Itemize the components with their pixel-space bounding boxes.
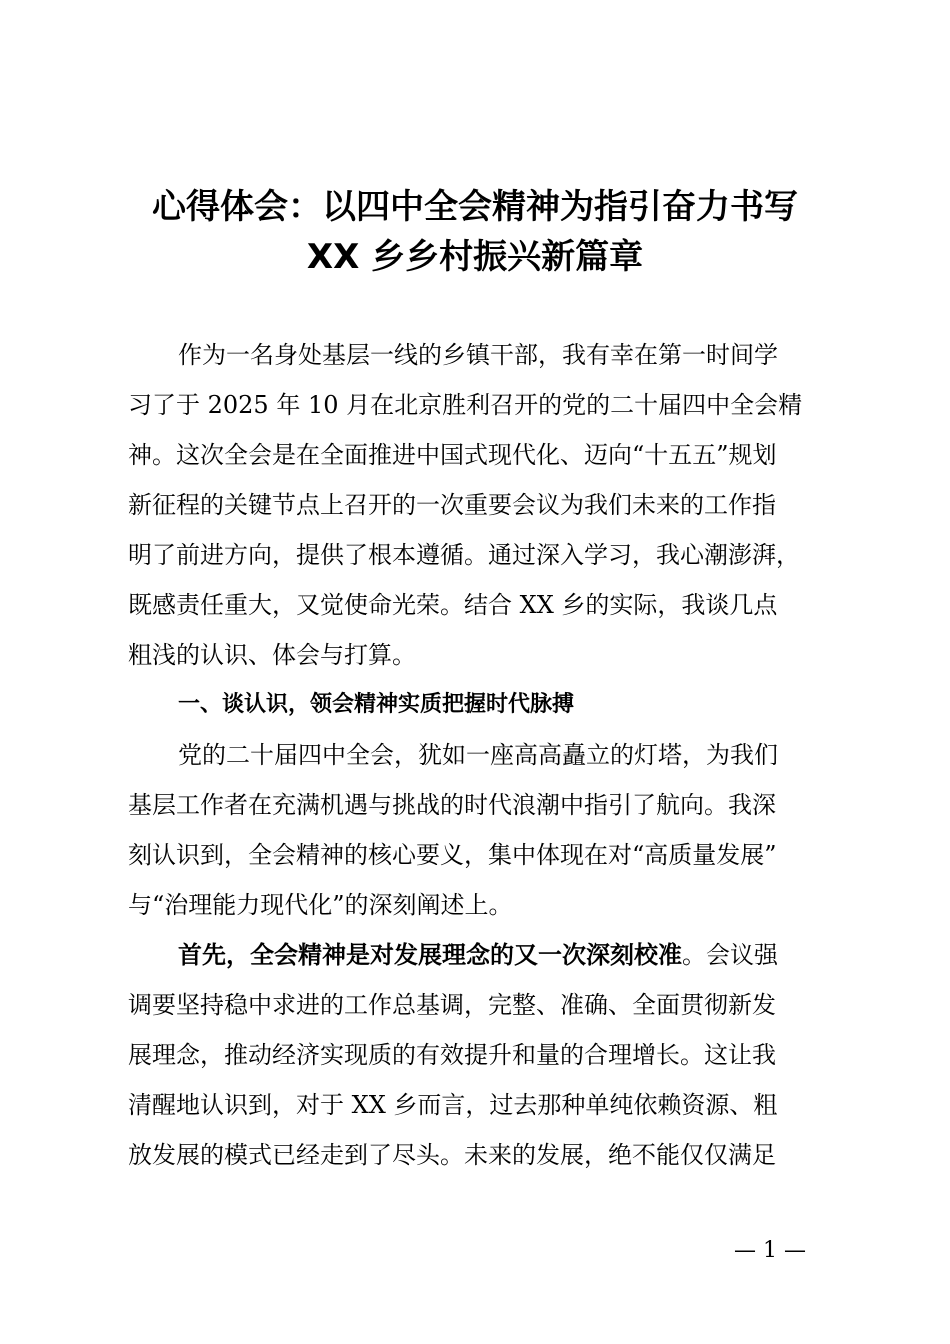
page-number: — 1 — — [734, 1238, 806, 1263]
paragraph-1-line-5: 明了前进方向，提供了根本遵循。通过深入学习，我心潮澎湃， — [128, 541, 800, 569]
document-title-line-1: 心得体会：以四中全会精神为指引奋力书写 — [152, 187, 798, 227]
paragraph-3-line-4: 清醒地认识到，对于 XX 乡而言，过去那种单纯依赖资源、粗 — [128, 1091, 778, 1119]
paragraph-1-line-7: 粗浅的认识、体会与打算。 — [128, 641, 416, 669]
document-title-line-2: XX 乡乡村振兴新篇章 — [306, 237, 644, 277]
paragraph-3-bold-lead: 首先，全会精神是对发展理念的又一次深刻校准 — [178, 941, 682, 969]
paragraph-3-lead-rest: 。会议强 — [682, 941, 778, 969]
paragraph-1-line-4: 新征程的关键节点上召开的一次重要会议为我们未来的工作指 — [128, 491, 776, 519]
section-heading-1: 一、谈认识，领会精神实质把握时代脉搏 — [178, 692, 575, 717]
paragraph-2-line-2: 基层工作者在充满机遇与挑战的时代浪潮中指引了航向。我深 — [128, 791, 776, 819]
paragraph-3-line-1 — [178, 940, 778, 970]
paragraph-2-line-4: 与“治理能力现代化”的深刻阐述上。 — [128, 891, 513, 919]
paragraph-2-line-1: 党的二十届四中全会，犹如一座高高矗立的灯塔，为我们 — [178, 741, 778, 769]
paragraph-1-line-1: 作为一名身处基层一线的乡镇干部，我有幸在第一时间学 — [178, 341, 778, 369]
paragraph-1-line-6: 既感责任重大，又觉使命光荣。结合 XX 乡的实际，我谈几点 — [128, 591, 778, 619]
paragraph-3-line-5: 放发展的模式已经走到了尽头。未来的发展，绝不能仅仅满足 — [128, 1141, 776, 1169]
paragraph-1-line-3: 神。这次全会是在全面推进中国式现代化、迈向“十五五”规划 — [128, 441, 777, 469]
paragraph-1-line-2: 习了于 2025 年 10 月在北京胜利召开的党的二十届四中全会精 — [128, 391, 803, 419]
paragraph-3-line-3: 展理念，推动经济实现质的有效提升和量的合理增长。这让我 — [128, 1041, 776, 1069]
paragraph-3-line-2: 调要坚持稳中求进的工作总基调，完整、准确、全面贯彻新发 — [128, 991, 776, 1019]
paragraph-2-line-3: 刻认识到，全会精神的核心要义，集中体现在对“高质量发展” — [128, 841, 777, 869]
